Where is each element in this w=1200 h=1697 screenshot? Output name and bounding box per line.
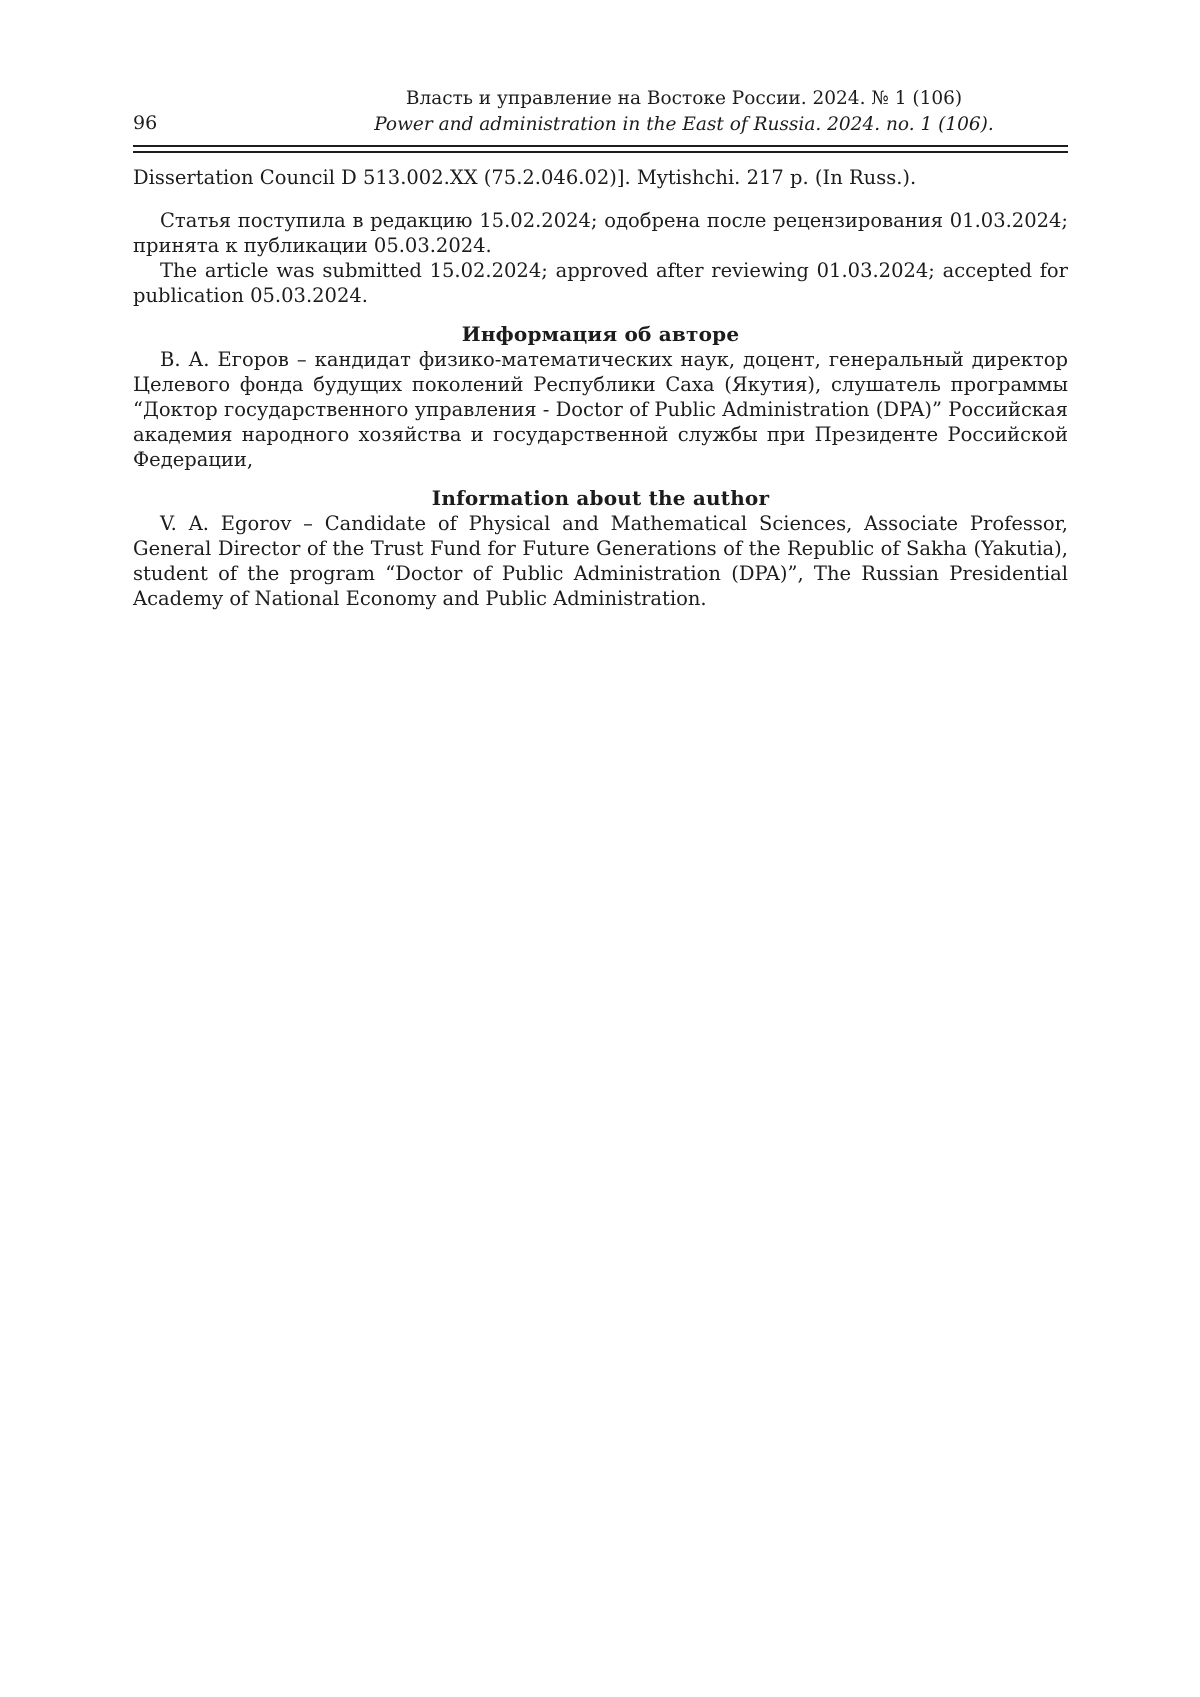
article-body bbox=[133, 165, 1068, 611]
journal-title bbox=[300, 86, 1068, 138]
running-head bbox=[133, 86, 1068, 140]
submission-note-en: The article was submitted 15.02.2024; approved after reviewing 01.03.2024; accepted for publication 05.03.2024. bbox=[133, 259, 1068, 307]
journal-title-en: Power and administration in the East of Russia. 2024. no. 1 (106). bbox=[374, 114, 994, 135]
header-double-rule bbox=[133, 145, 1068, 153]
submission-note-ru: Статья поступила в редакцию 15.02.2024; одобрена после рецензирования 01.03.2024; принята к публикации 05.03.2024. bbox=[133, 209, 1068, 257]
author-info-heading-en: Information about the author bbox=[431, 486, 770, 510]
journal-title-ru: Власть и управление на Востоке России. 2024. № 1 (106) bbox=[405, 88, 963, 109]
author-info-text-en: V. A. Egorov – Candidate of Physical and Mathematical Sciences, Associate Professor, General Director of the Trust Fund for Future Generations of the Republic of Sakha (Yakutia), student of the program “Doctor of Public Administration (DPA)”, The Russian Presidential Academy of National Economy and Public Administration. bbox=[133, 512, 1068, 610]
reference-tail-text: Dissertation Council D 513.002.XX (75.2.046.02)]. Mytishchi. 217 p. (In Russ.). bbox=[133, 166, 917, 189]
author-info-text-ru: В. А. Егоров – кандидат физико-математических наук, доцент, генеральный директор Целевого фонда будущих поколений Республики Саха (Якутия), слушатель программы “Доктор государственного управления - Doctor of Public Administration (DPA)” Российская академия народного хозяйства и государственной службы при Президенте Российской Федерации, bbox=[133, 348, 1068, 471]
author-info-heading-ru: Информация об авторе bbox=[461, 322, 740, 346]
page-number: 96 bbox=[133, 112, 158, 134]
